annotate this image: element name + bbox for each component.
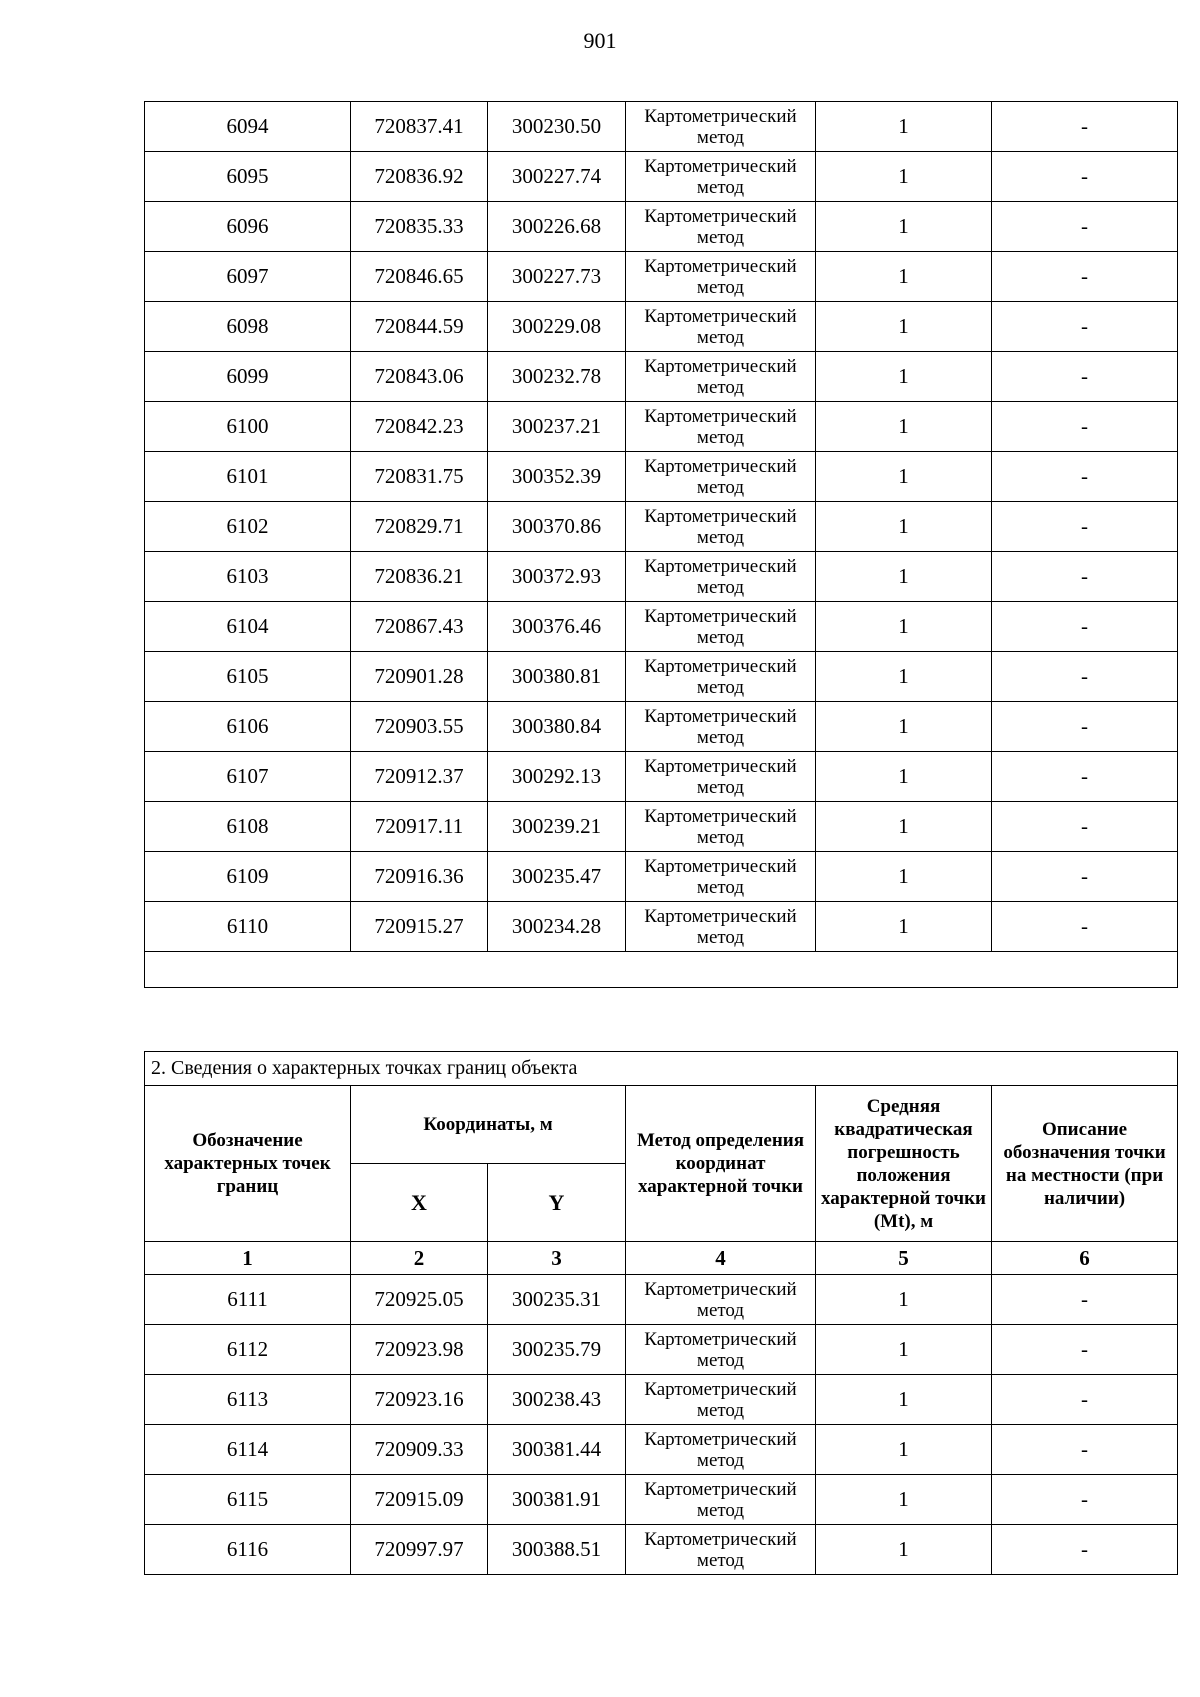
x-coordinate-cell: 720923.16: [351, 1375, 488, 1425]
table-row: [145, 752, 1178, 802]
description-cell: -: [992, 402, 1178, 452]
point-cell: 6100: [145, 402, 351, 452]
method-text-line: метод: [696, 1499, 745, 1521]
y-coordinate-cell: 300370.86: [488, 502, 626, 552]
y-coordinate-cell: 300381.44: [488, 1425, 626, 1475]
x-coordinate-cell: 720909.33: [351, 1425, 488, 1475]
method-cell: [626, 1475, 816, 1525]
point-cell: 6114: [145, 1425, 351, 1475]
x-coordinate-cell: 720831.75: [351, 452, 488, 502]
x-coordinate-cell: 720837.41: [351, 102, 488, 152]
x-coordinate-cell: 720836.21: [351, 552, 488, 602]
y-coordinate-cell: 300372.93: [488, 552, 626, 602]
method-text-line: Картометрический: [644, 1478, 797, 1500]
description-cell: -: [992, 502, 1178, 552]
column-number: 3: [488, 1242, 626, 1275]
method-cell: [626, 252, 816, 302]
point-cell: 6094: [145, 102, 351, 152]
table-row: [145, 602, 1178, 652]
method-text-line: Картометрический: [644, 1328, 797, 1350]
description-cell: -: [992, 452, 1178, 502]
y-coordinate-cell: 300235.31: [488, 1275, 626, 1325]
method-text-line: Картометрический: [644, 255, 797, 277]
method-text-line: метод: [696, 1399, 745, 1421]
point-cell: 6108: [145, 802, 351, 852]
description-cell: -: [992, 902, 1178, 952]
description-cell: -: [992, 1375, 1178, 1425]
mt-cell: 1: [816, 452, 992, 502]
mt-cell: 1: [816, 902, 992, 952]
method-cell: [626, 602, 816, 652]
method-cell: [626, 702, 816, 752]
mt-cell: 1: [816, 352, 992, 402]
method-text-line: Картометрический: [644, 1528, 797, 1550]
method-cell: [626, 552, 816, 602]
table-row: [145, 252, 1178, 302]
mt-cell: 1: [816, 1325, 992, 1375]
mt-cell: 1: [816, 202, 992, 252]
mt-cell: 1: [816, 752, 992, 802]
mt-cell: 1: [816, 402, 992, 452]
method-text-line: Картометрический: [644, 1428, 797, 1450]
method-cell: [626, 152, 816, 202]
method-cell: [626, 1425, 816, 1475]
method-text-line: метод: [696, 676, 745, 698]
description-cell: -: [992, 752, 1178, 802]
table-row: [145, 552, 1178, 602]
header-point: Обозначение характерных точек границ: [145, 1086, 351, 1242]
x-coordinate-cell: 720915.27: [351, 902, 488, 952]
method-text-line: метод: [696, 626, 745, 648]
description-cell: -: [992, 852, 1178, 902]
empty-cell: [145, 952, 1178, 988]
table-row: [145, 402, 1178, 452]
method-cell: [626, 902, 816, 952]
method-text-line: Картометрический: [644, 505, 797, 527]
method-text-line: Картометрический: [644, 655, 797, 677]
method-cell: [626, 302, 816, 352]
y-coordinate-cell: 300226.68: [488, 202, 626, 252]
method-cell: [626, 1325, 816, 1375]
point-cell: 6110: [145, 902, 351, 952]
method-text-line: Картометрический: [644, 1378, 797, 1400]
point-cell: 6106: [145, 702, 351, 752]
y-coordinate-cell: 300234.28: [488, 902, 626, 952]
point-cell: 6109: [145, 852, 351, 902]
table-row: [145, 1525, 1178, 1575]
description-cell: -: [992, 602, 1178, 652]
table-body: [145, 102, 1178, 988]
method-text-line: метод: [696, 826, 745, 848]
method-cell: [626, 352, 816, 402]
method-text-line: метод: [696, 576, 745, 598]
method-cell: [626, 102, 816, 152]
y-coordinate-cell: 300388.51: [488, 1525, 626, 1575]
method-text-line: Картометрический: [644, 855, 797, 877]
method-text-line: метод: [696, 126, 745, 148]
x-coordinate-cell: 720867.43: [351, 602, 488, 652]
method-text-line: Картометрический: [644, 1278, 797, 1300]
description-cell: -: [992, 552, 1178, 602]
y-coordinate-cell: 300380.81: [488, 652, 626, 702]
table-row: [145, 152, 1178, 202]
y-coordinate-cell: 300229.08: [488, 302, 626, 352]
y-coordinate-cell: 300238.43: [488, 1375, 626, 1425]
method-text-line: Картометрический: [644, 205, 797, 227]
header-y: Y: [488, 1164, 626, 1242]
mt-cell: 1: [816, 1375, 992, 1425]
header-x: X: [351, 1164, 488, 1242]
mt-cell: 1: [816, 152, 992, 202]
point-cell: 6102: [145, 502, 351, 552]
y-coordinate-cell: 300292.13: [488, 752, 626, 802]
description-cell: -: [992, 302, 1178, 352]
method-cell: [626, 402, 816, 452]
mt-cell: 1: [816, 802, 992, 852]
method-text-line: метод: [696, 876, 745, 898]
mt-cell: 1: [816, 302, 992, 352]
point-cell: 6105: [145, 652, 351, 702]
mt-cell: 1: [816, 852, 992, 902]
point-cell: 6097: [145, 252, 351, 302]
method-cell: [626, 852, 816, 902]
table-row: [145, 1475, 1178, 1525]
mt-cell: 1: [816, 1425, 992, 1475]
description-cell: -: [992, 252, 1178, 302]
method-text-line: метод: [696, 526, 745, 548]
coordinates-table-continued: [144, 101, 1178, 988]
method-text-line: метод: [696, 476, 745, 498]
mt-cell: 1: [816, 502, 992, 552]
x-coordinate-cell: 720846.65: [351, 252, 488, 302]
mt-cell: 1: [816, 652, 992, 702]
point-cell: 6104: [145, 602, 351, 652]
y-coordinate-cell: 300235.47: [488, 852, 626, 902]
method-text-line: Картометрический: [644, 405, 797, 427]
method-text-line: метод: [696, 276, 745, 298]
table-body: [145, 1275, 1178, 1575]
method-text-line: метод: [696, 726, 745, 748]
y-coordinate-cell: 300239.21: [488, 802, 626, 852]
x-coordinate-cell: 720835.33: [351, 202, 488, 252]
x-coordinate-cell: 720901.28: [351, 652, 488, 702]
table-row: [145, 302, 1178, 352]
method-cell: [626, 802, 816, 852]
point-cell: 6101: [145, 452, 351, 502]
column-number: 6: [992, 1242, 1178, 1275]
method-cell: [626, 1525, 816, 1575]
method-text-line: метод: [696, 1549, 745, 1571]
x-coordinate-cell: 720923.98: [351, 1325, 488, 1375]
x-coordinate-cell: 720829.71: [351, 502, 488, 552]
method-cell: [626, 752, 816, 802]
column-number: 4: [626, 1242, 816, 1275]
x-coordinate-cell: 720912.37: [351, 752, 488, 802]
method-cell: [626, 1375, 816, 1425]
description-cell: -: [992, 1425, 1178, 1475]
mt-cell: 1: [816, 1275, 992, 1325]
x-coordinate-cell: 720836.92: [351, 152, 488, 202]
method-text-line: Картометрический: [644, 705, 797, 727]
empty-row: [145, 952, 1178, 988]
description-cell: -: [992, 152, 1178, 202]
method-cell: [626, 502, 816, 552]
mt-cell: 1: [816, 252, 992, 302]
x-coordinate-cell: 720843.06: [351, 352, 488, 402]
point-cell: 6096: [145, 202, 351, 252]
header-coordinates: Координаты, м: [351, 1086, 626, 1164]
method-text-line: Картометрический: [644, 155, 797, 177]
method-text-line: Картометрический: [644, 755, 797, 777]
y-coordinate-cell: 300376.46: [488, 602, 626, 652]
table-caption: 2. Сведения о характерных точках границ объекта: [145, 1052, 1178, 1086]
point-cell: 6095: [145, 152, 351, 202]
header-mt: Средняя квадратическая погрешность положения характерной точки (Mt), м: [816, 1086, 992, 1242]
description-cell: -: [992, 202, 1178, 252]
method-text-line: метод: [696, 376, 745, 398]
y-coordinate-cell: 300352.39: [488, 452, 626, 502]
y-coordinate-cell: 300230.50: [488, 102, 626, 152]
method-text-line: Картометрический: [644, 105, 797, 127]
column-number: 1: [145, 1242, 351, 1275]
y-coordinate-cell: 300227.74: [488, 152, 626, 202]
x-coordinate-cell: 720917.11: [351, 802, 488, 852]
point-cell: 6098: [145, 302, 351, 352]
description-cell: -: [992, 802, 1178, 852]
method-cell: [626, 652, 816, 702]
table-row: [145, 202, 1178, 252]
description-cell: -: [992, 352, 1178, 402]
column-number: 5: [816, 1242, 992, 1275]
x-coordinate-cell: 720903.55: [351, 702, 488, 752]
x-coordinate-cell: 720842.23: [351, 402, 488, 452]
x-coordinate-cell: 720915.09: [351, 1475, 488, 1525]
method-text-line: Картометрический: [644, 555, 797, 577]
method-text-line: Картометрический: [644, 355, 797, 377]
description-cell: -: [992, 1275, 1178, 1325]
description-cell: -: [992, 1475, 1178, 1525]
point-cell: 6099: [145, 352, 351, 402]
y-coordinate-cell: 300227.73: [488, 252, 626, 302]
point-cell: 6111: [145, 1275, 351, 1325]
mt-cell: 1: [816, 1475, 992, 1525]
method-text-line: Картометрический: [644, 455, 797, 477]
point-cell: 6107: [145, 752, 351, 802]
mt-cell: 1: [816, 602, 992, 652]
y-coordinate-cell: 300235.79: [488, 1325, 626, 1375]
table-row: [145, 702, 1178, 752]
point-cell: 6115: [145, 1475, 351, 1525]
table-row: [145, 352, 1178, 402]
x-coordinate-cell: 720916.36: [351, 852, 488, 902]
description-cell: -: [992, 1325, 1178, 1375]
method-text-line: Картометрический: [644, 905, 797, 927]
method-text-line: метод: [696, 226, 745, 248]
header-description: Описание обозначения точки на местности (при наличии): [992, 1086, 1178, 1242]
table-row: [145, 502, 1178, 552]
table-row: [145, 1425, 1178, 1475]
mt-cell: 1: [816, 1525, 992, 1575]
mt-cell: 1: [816, 702, 992, 752]
table-row: [145, 1275, 1178, 1325]
column-number: 2: [351, 1242, 488, 1275]
method-cell: [626, 202, 816, 252]
table-row: [145, 1375, 1178, 1425]
page-number: 901: [583, 28, 617, 53]
description-cell: -: [992, 102, 1178, 152]
method-text-line: метод: [696, 1349, 745, 1371]
method-text-line: метод: [696, 926, 745, 948]
table-row: [145, 452, 1178, 502]
description-cell: -: [992, 652, 1178, 702]
y-coordinate-cell: 300232.78: [488, 352, 626, 402]
y-coordinate-cell: 300237.21: [488, 402, 626, 452]
description-cell: -: [992, 702, 1178, 752]
y-coordinate-cell: 300380.84: [488, 702, 626, 752]
point-cell: 6116: [145, 1525, 351, 1575]
method-text-line: метод: [696, 1299, 745, 1321]
table-row: [145, 102, 1178, 152]
point-cell: 6103: [145, 552, 351, 602]
method-text-line: Картометрический: [644, 605, 797, 627]
method-text-line: метод: [696, 776, 745, 798]
x-coordinate-cell: 720844.59: [351, 302, 488, 352]
table-row: [145, 902, 1178, 952]
table-row: [145, 852, 1178, 902]
method-text-line: метод: [696, 426, 745, 448]
x-coordinate-cell: 720925.05: [351, 1275, 488, 1325]
method-text-line: Картометрический: [644, 805, 797, 827]
method-text-line: метод: [696, 1449, 745, 1471]
point-cell: 6113: [145, 1375, 351, 1425]
x-coordinate-cell: 720997.97: [351, 1525, 488, 1575]
mt-cell: 1: [816, 102, 992, 152]
method-text-line: метод: [696, 176, 745, 198]
method-cell: [626, 452, 816, 502]
description-cell: -: [992, 1525, 1178, 1575]
coordinates-table-section-2: [144, 1051, 1178, 1575]
method-text-line: метод: [696, 326, 745, 348]
header-method: Метод определения координат характерной точки: [626, 1086, 816, 1242]
mt-cell: 1: [816, 552, 992, 602]
method-text-line: Картометрический: [644, 305, 797, 327]
point-cell: 6112: [145, 1325, 351, 1375]
table-row: [145, 652, 1178, 702]
y-coordinate-cell: 300381.91: [488, 1475, 626, 1525]
method-cell: [626, 1275, 816, 1325]
table-row: [145, 1325, 1178, 1375]
table-row: [145, 802, 1178, 852]
